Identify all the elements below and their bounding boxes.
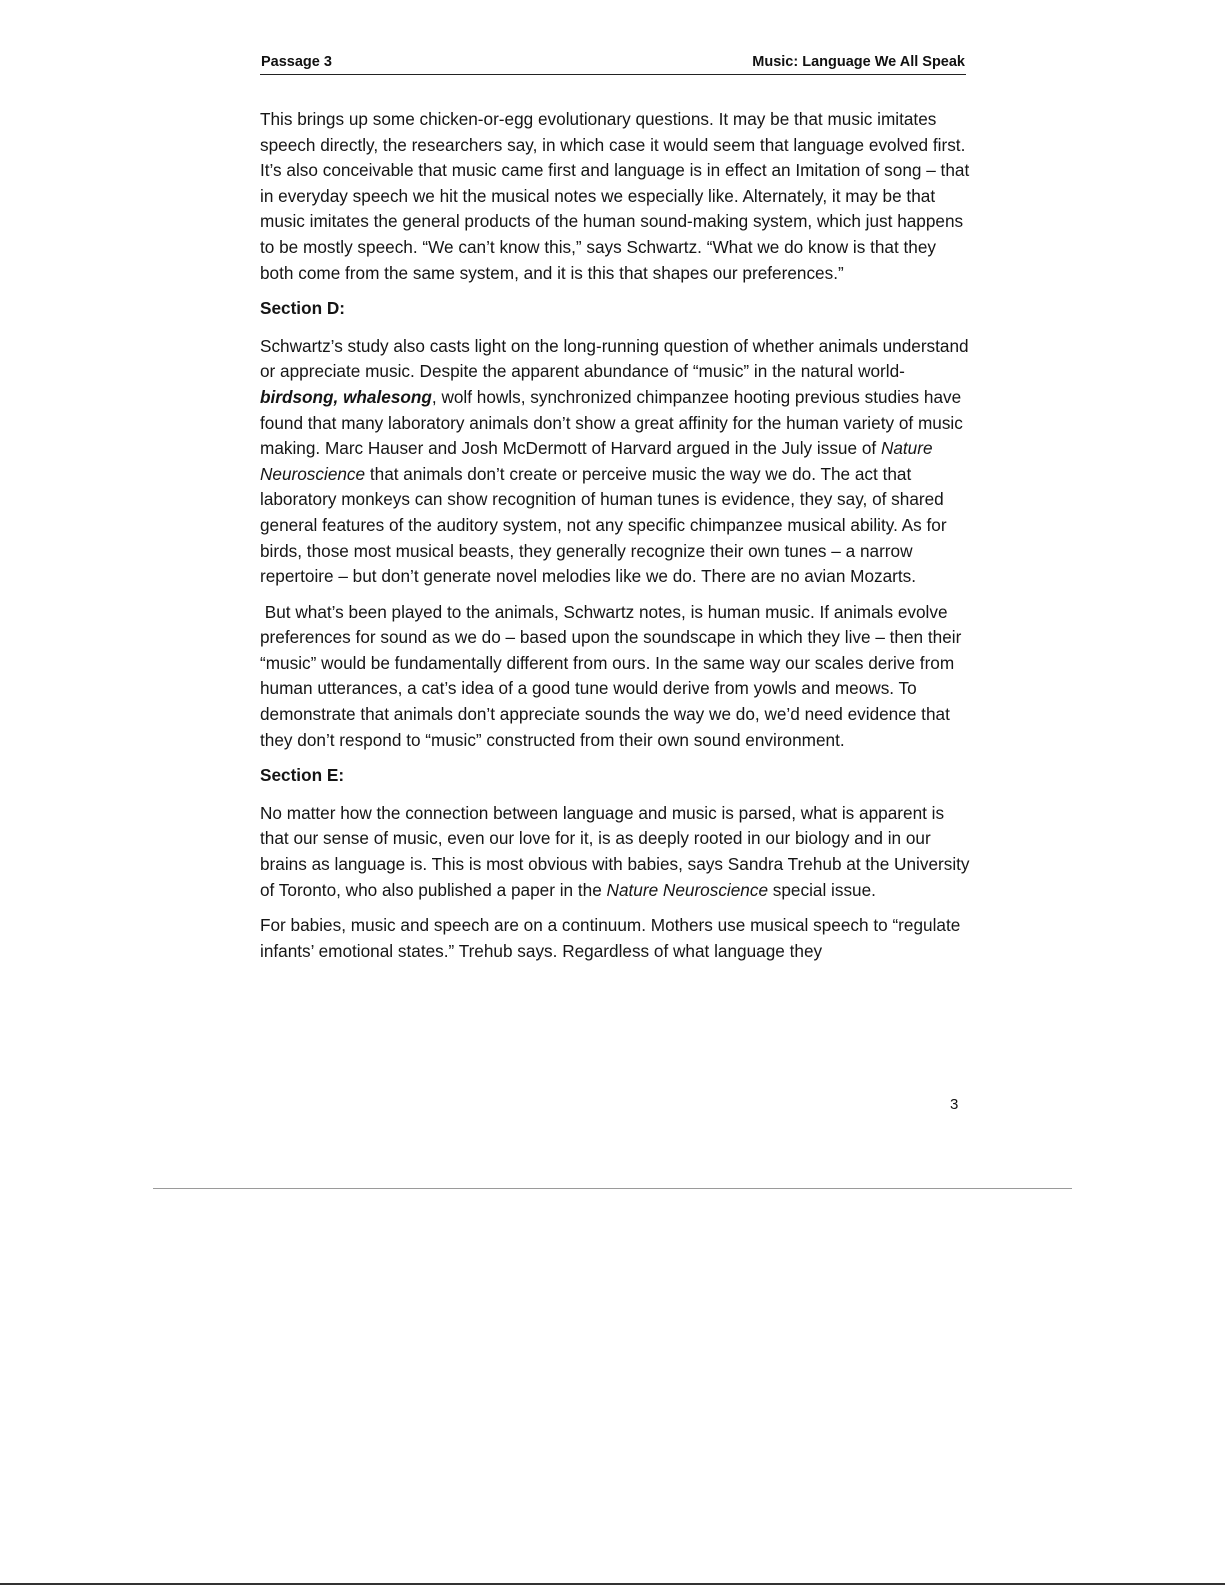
section-e-p1-text-end: special issue. xyxy=(768,879,876,900)
page-header xyxy=(260,52,966,75)
header-passage-label: Passage 3 xyxy=(261,54,332,70)
paragraph-intro: This brings up some chicken-or-egg evolutionary questions. It may be that music imitates speech directly, the researchers say, in which case it would seem that language evolved first. It’s also conceivable that music came first and language is in effect an Imitation of song – that in everyday speech we hit the musical notes we especially like. Alternately, it may be that music imitates the general products of the human sound-making system, which just happens to be mostly speech. “We can’t know this,” says Schwartz. “What we do know is that they both come from the same system, and it is this that shapes our preferences.” xyxy=(260,109,970,283)
section-d-paragraph-1 xyxy=(260,334,970,590)
page-number: 3 xyxy=(950,1096,959,1113)
document-body xyxy=(260,107,970,974)
section-d-p1-emphasis: birdsong, whalesong xyxy=(260,386,432,407)
section-e-p1-text-start: No matter how the connection between language and music is parsed, what is apparent is that our sense of music, even our love for it, is as deeply rooted in our biology and in our brains as language is. This is most obvious with babies, says Sandra Trehub at the University of Toronto, who also published a paper in the xyxy=(260,802,970,900)
section-e-heading: Section E: xyxy=(260,765,345,786)
section-d-p1-text-start: Schwartz’s study also casts light on the long-running question of whether animals understand or appreciate music. Despite the apparent abundance of “music” in the natural world- xyxy=(260,335,969,382)
section-d-p1-text-mid: , wolf howls, synchronized chimpanzee hooting previous studies have found that many laboratory animals don’t show a great affinity for the human variety of music making. Marc Hauser and Josh McDermott of Harvard argued in the July issue of xyxy=(260,386,963,459)
page-break-divider xyxy=(153,1188,1072,1189)
section-e-paragraph-2: For babies, music and speech are on a continuum. Mothers use musical speech to “regulate infants’ emotional states.” Trehub says. Regardless of what language they xyxy=(260,915,961,961)
section-d-paragraph-2: But what’s been played to the animals, Schwartz notes, is human music. If animals evolve preferences for sound as we do – based upon the soundscape in which they live – then their “music” would be fundamentally different from ours. In the same way our scales derive from human utterances, a cat’s idea of a good tune would derive from yowls and meows. To demonstrate that animals don’t appreciate sounds the way we do, we’d need evidence that they don’t respond to “music” constructed from their own sound environment. xyxy=(260,601,967,750)
section-d-p1-journal-title: Nature Neuroscience xyxy=(260,438,933,484)
section-e-p1-journal-title: Nature Neuroscience xyxy=(606,879,768,900)
section-d-p1-text-end: that animals don’t create or perceive music the way we do. The act that laboratory monkeys can show recognition of human tunes is evidence, they say, of shared general features of the auditory system, not any specific chimpanzee musical ability. As for birds, those most musical beasts, they generally recognize their own tunes – a narrow repertoire – but don’t generate novel melodies like we do. There are no avian Mozarts. xyxy=(260,463,947,587)
header-title: Music: Language We All Speak xyxy=(752,54,965,70)
section-e-paragraph-1 xyxy=(260,801,970,903)
section-d-heading: Section D: xyxy=(260,298,345,319)
